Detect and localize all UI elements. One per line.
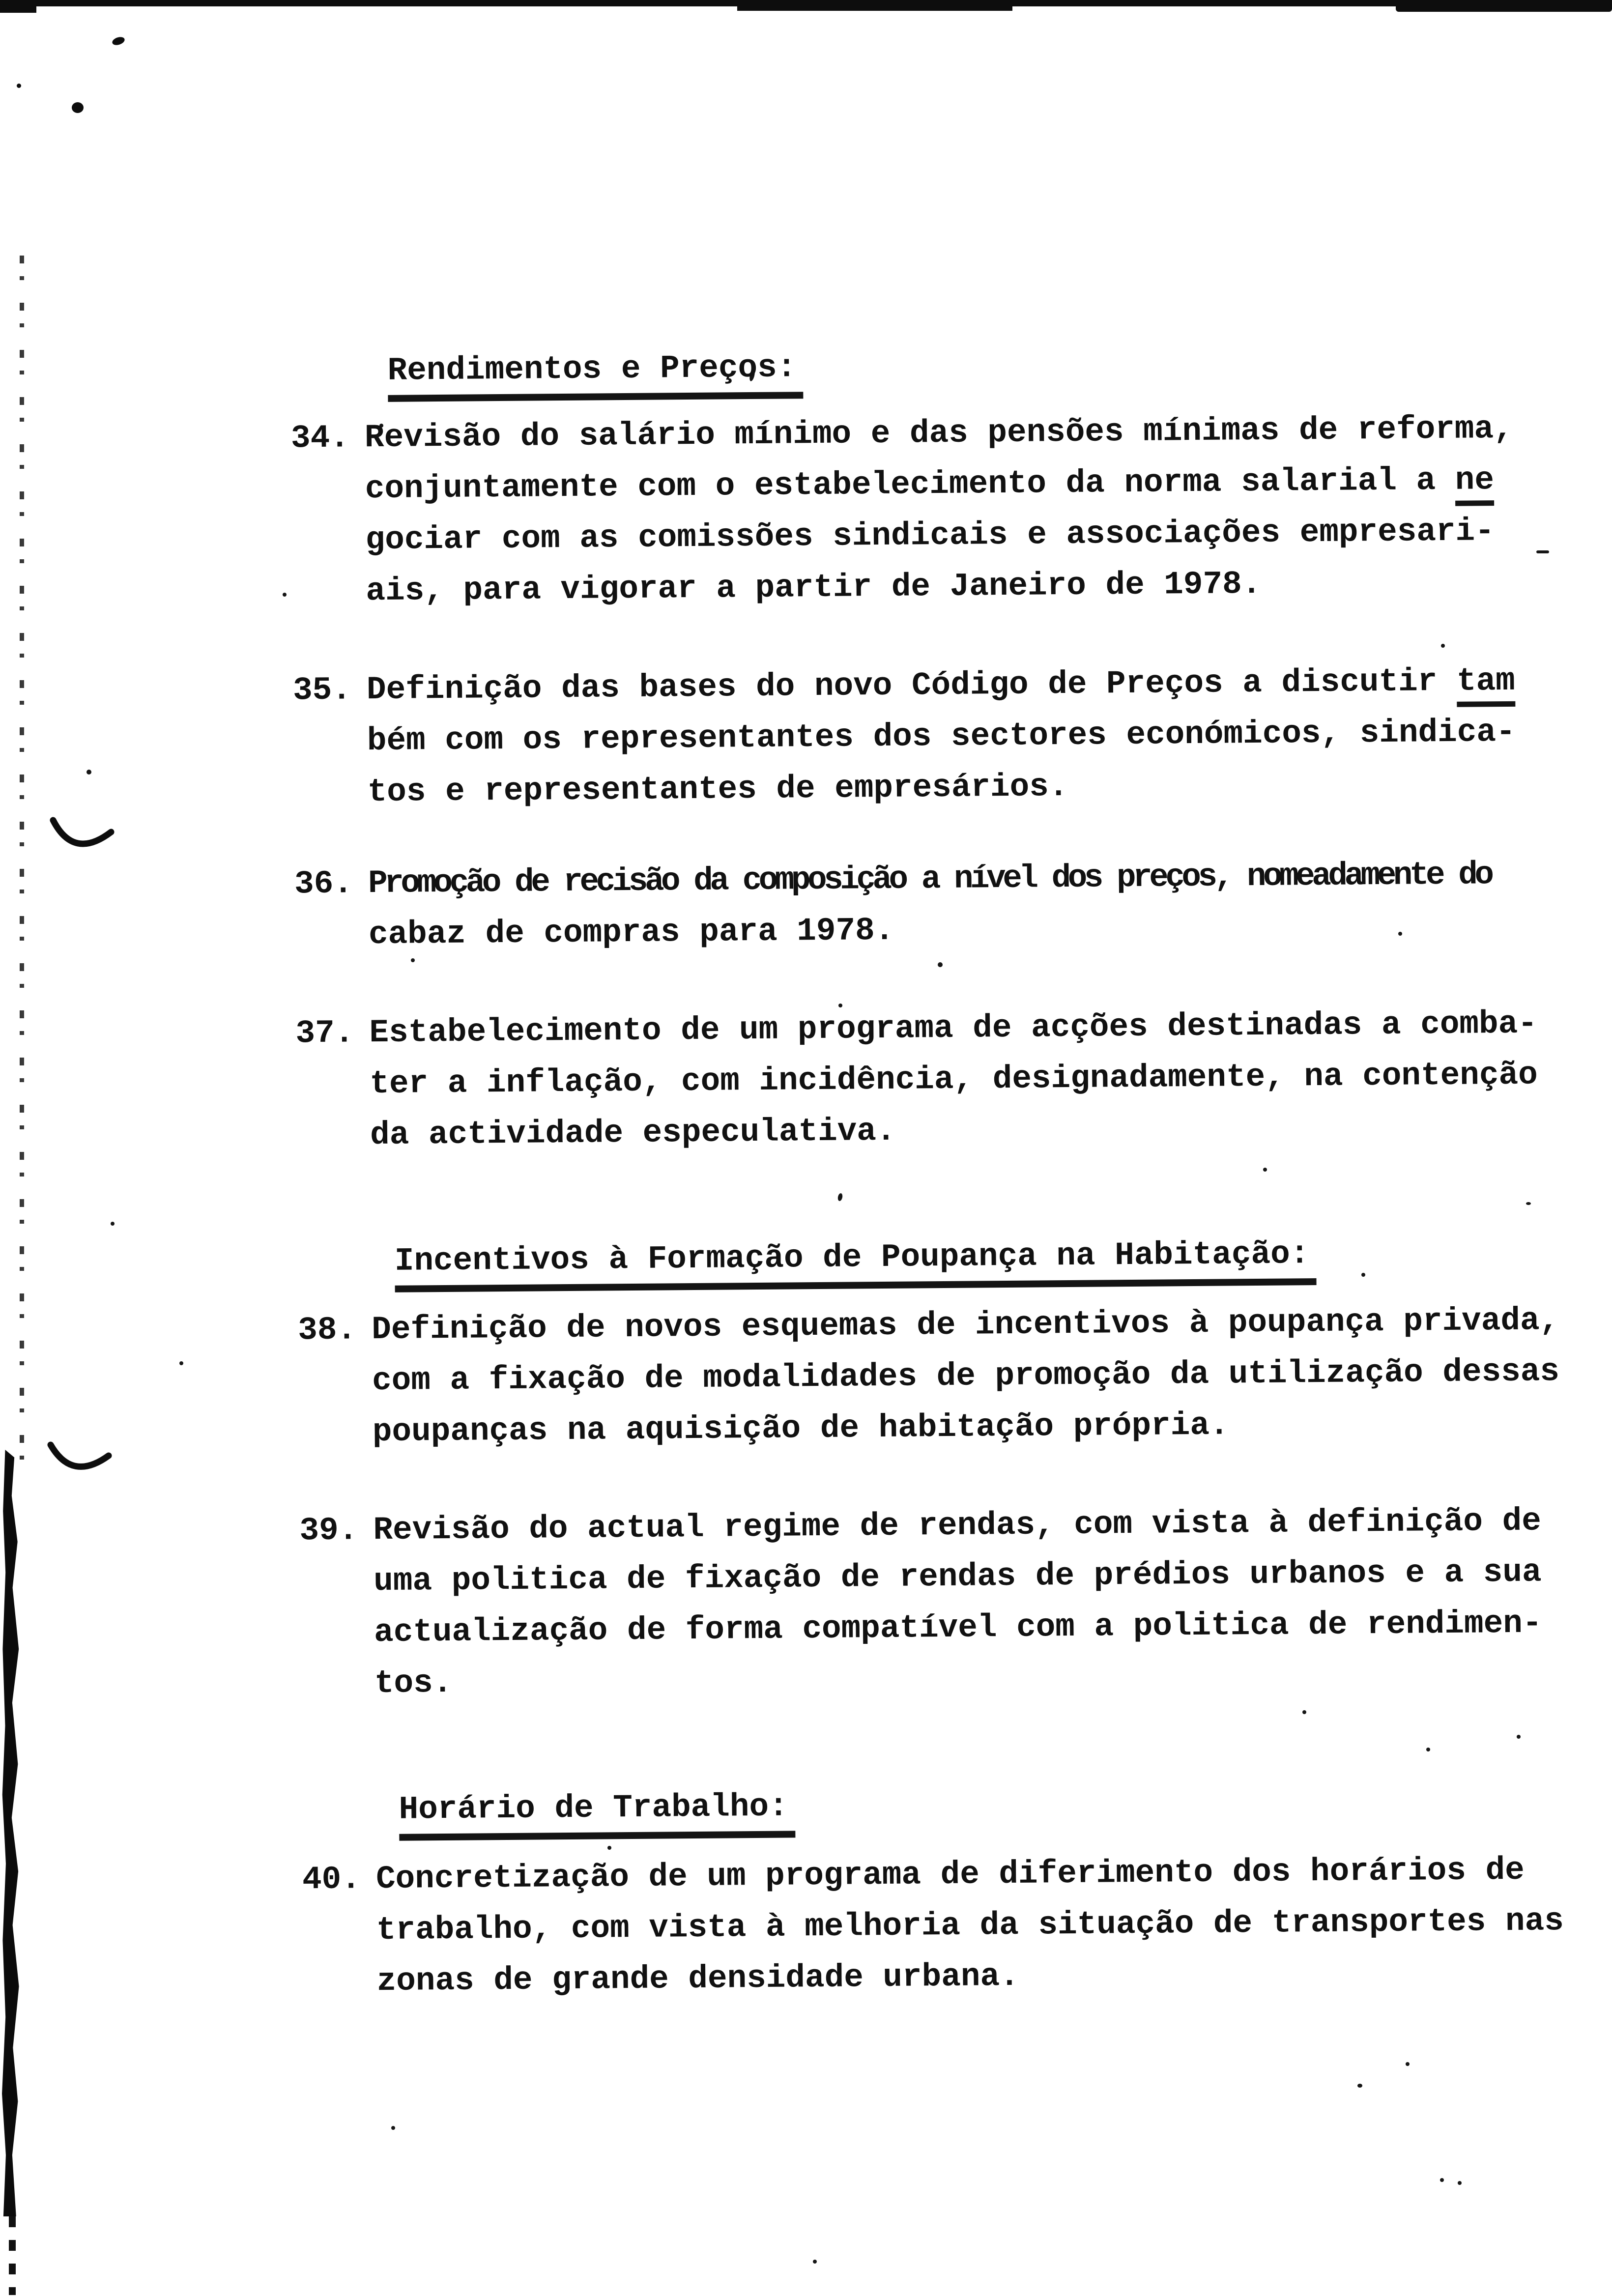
item-number: 39. [299, 1512, 358, 1550]
list-item-34 [291, 403, 1580, 618]
item-line: poupanças na aquisição de habitação própria. [372, 1406, 1229, 1451]
item-line: com a fixação de modalidades de promoção da utilização dessas [372, 1353, 1560, 1400]
scan-left-margin-band-tail [9, 2216, 16, 2295]
item-line: 36. Promoção de recisão da composição a nível dos preços, nomeadamente do [294, 849, 1583, 910]
item-line: tos e representantes de empresários. [367, 768, 1068, 811]
list-item-37 [295, 998, 1584, 1162]
item-line: 40. Concretização de um programa de diferimento dos horários de [302, 1844, 1590, 1906]
item-line: 37. Estabelecimento de um programa de acções destinadas a comba- [295, 998, 1583, 1060]
item-line: 38. Definição de novos esquemas de incentivos à poupança privada, [298, 1295, 1586, 1356]
item-line: zonas de grande densidade urbana. [376, 1957, 1019, 2000]
item-line: ais, para vigorar a partir de Janeiro de 1978. [366, 565, 1262, 610]
item-line: gociar com as comissões sindicais e associações empresari- [365, 513, 1495, 559]
underlined-syllable: tam [1457, 662, 1516, 707]
item-number: 40. [302, 1861, 361, 1898]
list-item-38 [298, 1295, 1586, 1459]
item-number: 36. [294, 865, 353, 903]
item-line: uma politica de fixação de rendas de prédios urbanos e a sua [373, 1553, 1542, 1600]
list-item-39 [299, 1495, 1588, 1710]
item-number: 38. [297, 1311, 357, 1349]
item-line: tos. [374, 1664, 453, 1702]
item-line: da actividade especulativa. [370, 1112, 896, 1154]
item-line: 35. Definição das bases do novo Código de Preços a discutir tam [293, 655, 1581, 717]
item-line: cabaz de compras para 1978. [368, 912, 894, 953]
item-number: 35. [292, 671, 352, 709]
item-line: ter a inflação, com incidência, designadamente, na contenção [370, 1056, 1538, 1103]
item-line: 39. Revisão do actual regime de rendas, com vista à definição de [299, 1495, 1587, 1557]
underlined-syllable: ne [1455, 461, 1494, 506]
item-line: trabalho, com vista à melhoria da situação de transportes nas [376, 1902, 1564, 1949]
list-item-35 [293, 655, 1582, 819]
item-line: actualização de forma compatível com a politica de rendimen- [374, 1605, 1542, 1651]
list-item-36 [294, 849, 1583, 961]
heading-text: Incentivos à Formação de Poupança na Habitação: [395, 1235, 1317, 1292]
item-line: 34. Revisão do salário mínimo e das pensões mínimas de reforma, [291, 403, 1579, 464]
item-line: bém com os representantes dos sectores económicos, sindica- [367, 713, 1516, 760]
item-number: 34. [290, 419, 350, 457]
heading-text: Rendimentos e Preços: [387, 349, 804, 402]
item-line: conjuntamente com o estabelecimento da norma salarial a ne [365, 461, 1495, 508]
list-item-40 [302, 1844, 1591, 2008]
item-number: 37. [295, 1014, 354, 1052]
heading-text: Horário de Trabalho: [399, 1788, 795, 1840]
